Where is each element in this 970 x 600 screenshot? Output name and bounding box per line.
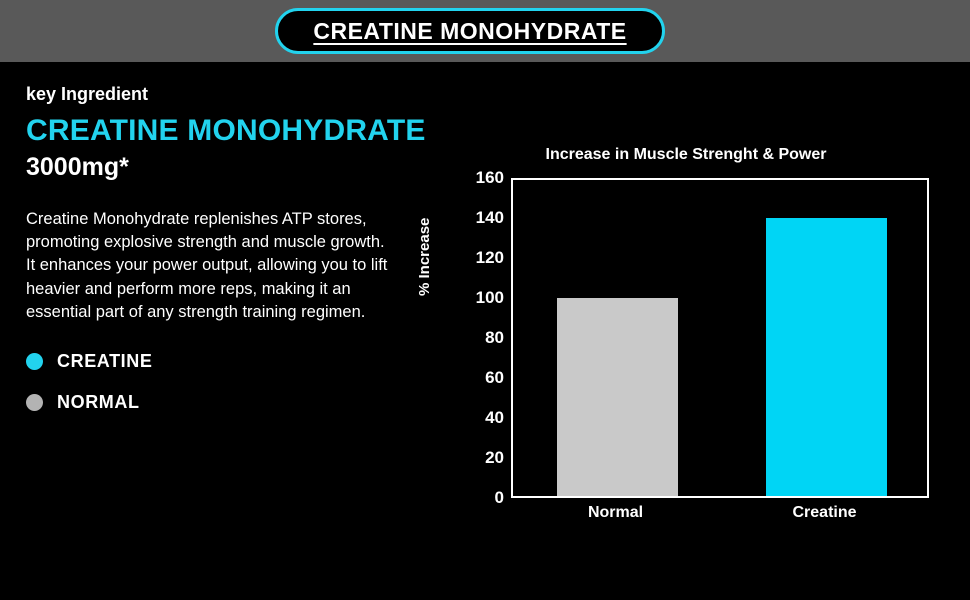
chart-y-axis-ticks [456,168,504,507]
chart-x-tick: Normal [587,504,644,521]
legend-dot-icon [26,394,43,411]
legend-item [26,351,426,372]
chart-x-tick: Creatine [792,504,857,521]
chart-bar [557,298,678,496]
chart-y-tick: 140 [475,208,504,227]
chart-y-tick: 40 [485,408,504,427]
chart-title: Increase in Muscle Strenght & Power [545,146,827,163]
legend-item [26,392,426,413]
chart-plot-area [511,178,929,498]
kicker-label: key Ingredient [26,84,149,104]
header-bar [0,0,970,62]
chart-y-tick: 0 [494,488,504,507]
ingredient-info-panel [26,84,426,433]
chart-y-tick: 60 [485,368,504,387]
bar-chart [416,146,946,546]
legend-item-label: CREATINE [57,350,153,371]
chart-y-tick: 100 [475,288,504,307]
header-title-pill [275,8,665,54]
chart-y-tick: 120 [475,248,504,267]
legend-item-label: NORMAL [57,391,140,412]
chart-y-tick: 160 [475,168,504,187]
header-title-text: CREATINE MONOHYDRATE [313,17,627,44]
page-title: CREATINE MONOHYDRATE [26,114,426,147]
chart-y-axis-label: % Increase [416,217,433,296]
dosage-label: 3000mg* [26,152,129,181]
chart-bar [766,218,887,496]
legend-dot-icon [26,353,43,370]
chart-y-tick: 80 [485,328,504,347]
chart-legend [26,351,426,413]
description-text: Creatine Monohydrate replenishes ATP stores, promoting explosive strength and muscle growth. It enhances your power output, allowing you to lift heavier and perform more reps, making it an essential part of any strength training regimen. [26,209,388,322]
chart-y-tick: 20 [485,448,504,467]
